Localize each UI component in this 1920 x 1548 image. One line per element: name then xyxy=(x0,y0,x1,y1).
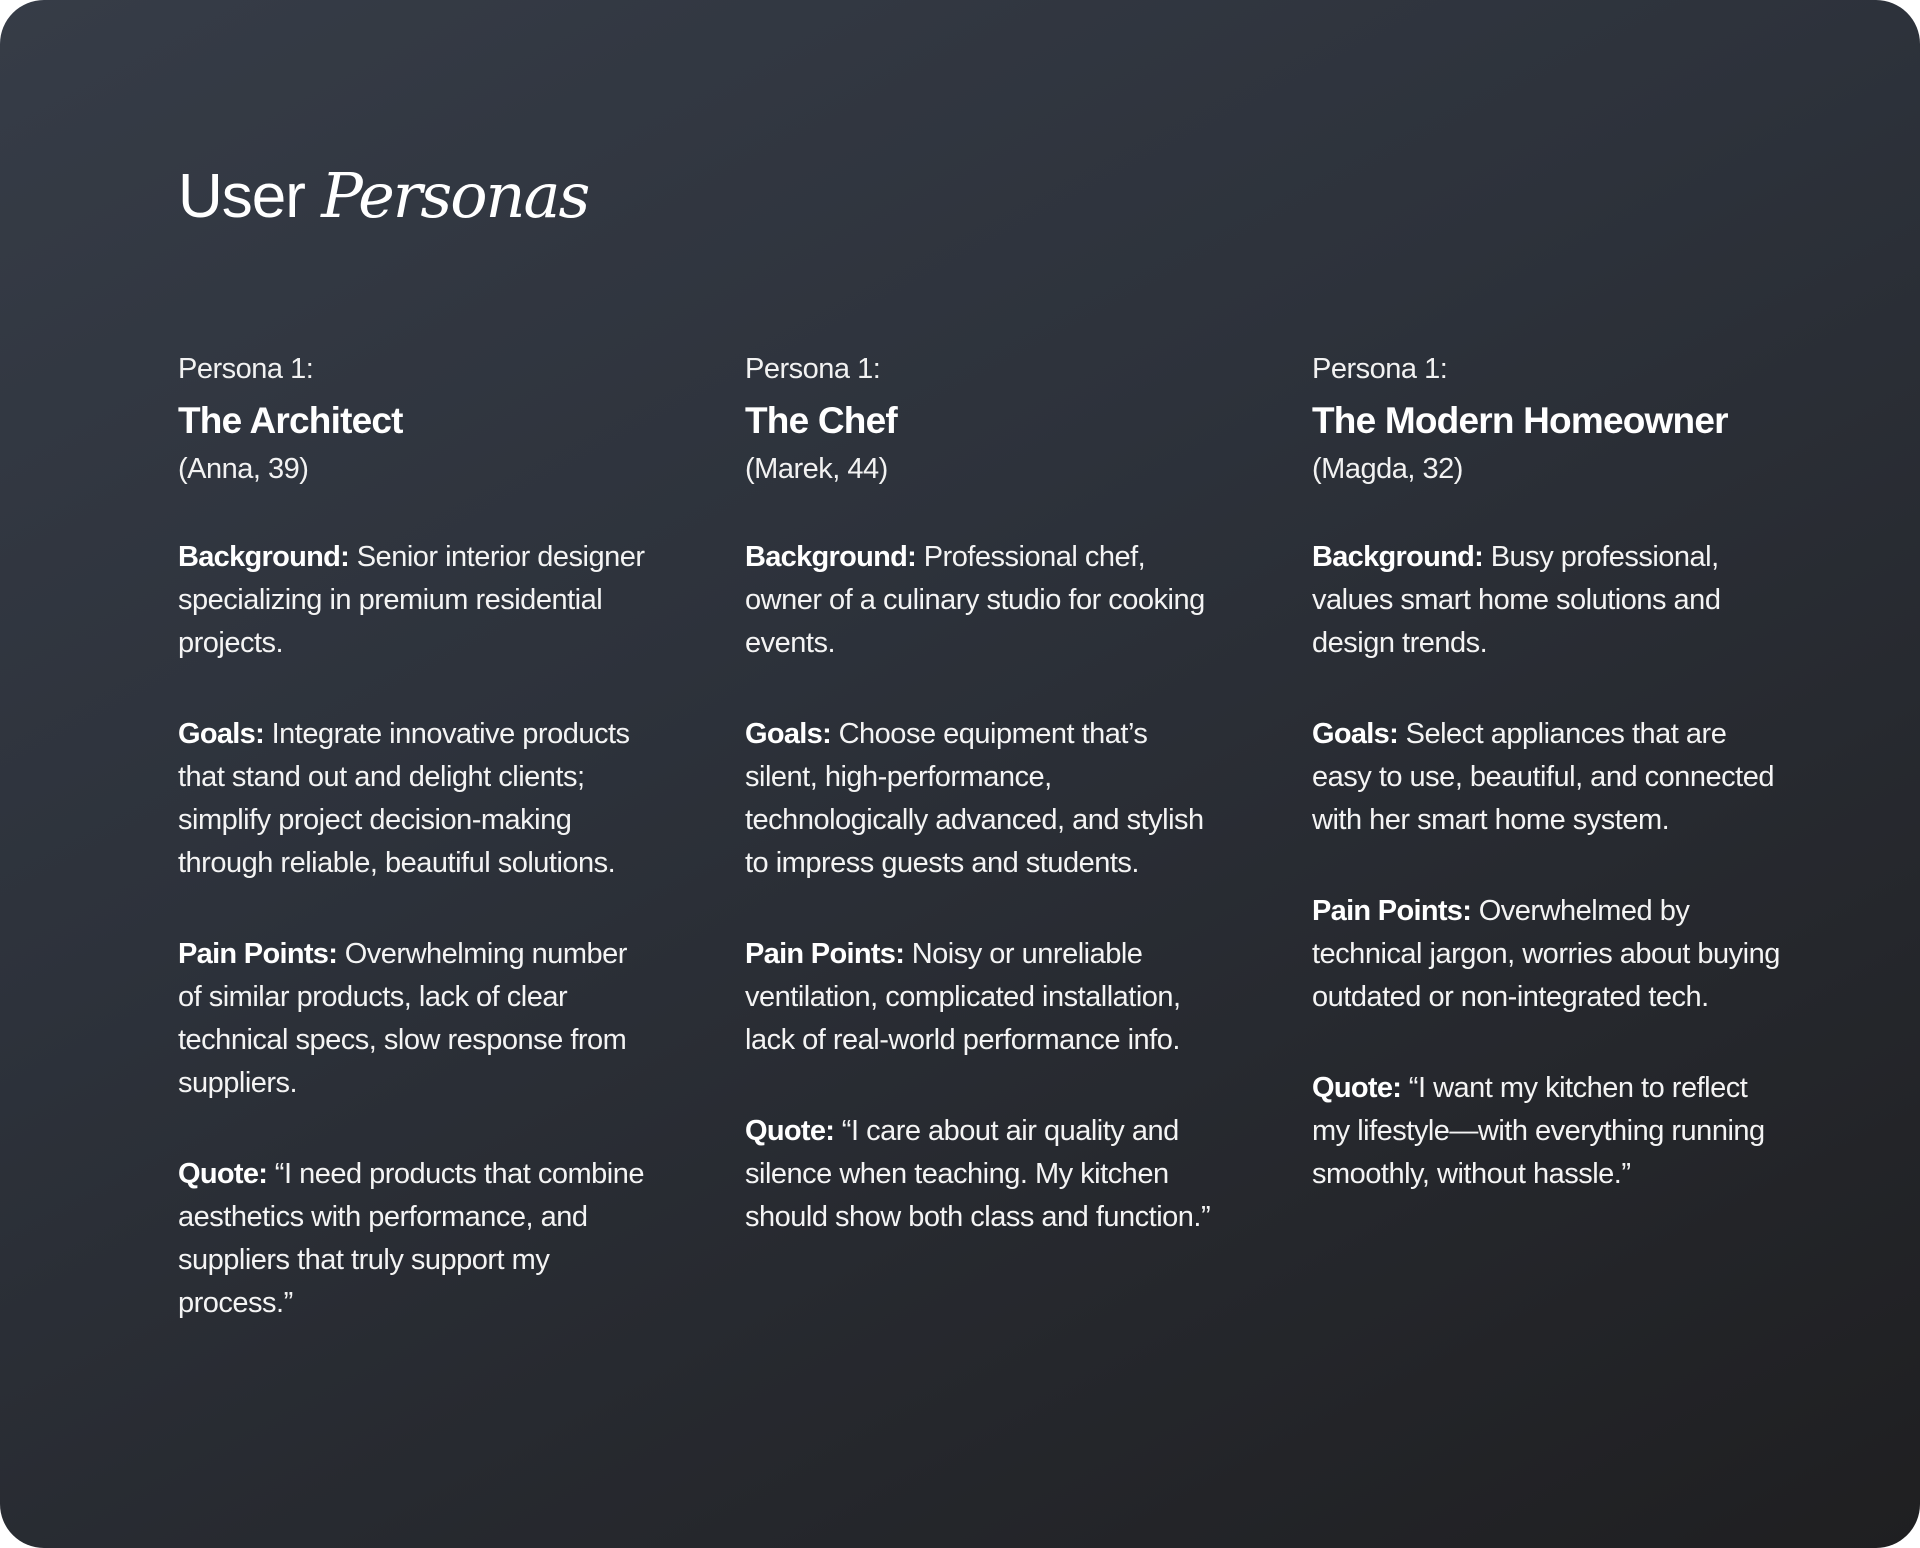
goals-key: Goals: xyxy=(1312,718,1399,750)
persona-pain-points xyxy=(178,933,648,1105)
persona-meta: (Anna, 39) xyxy=(178,453,309,485)
pain-points-text: Overwhelming number of similar products, lack of clear technical specs, slow response from suppliers. xyxy=(178,938,627,1099)
persona-pain-points xyxy=(745,933,1215,1062)
page-title-plain: User xyxy=(178,162,305,231)
pain-points-text: Overwhelmed by technical jargon, worries about buying outdated or non-integrated tech. xyxy=(1312,895,1780,1013)
persona-number-label: Persona 1: xyxy=(178,353,314,385)
persona-header xyxy=(178,348,648,488)
quote-text: “I care about air quality and silence when teaching. My kitchen should show both class and function.” xyxy=(745,1115,1211,1233)
persona-header xyxy=(1312,348,1782,488)
goals-text: Choose equipment that’s silent, high-performance, technologically advanced, and stylish to impress guests and students. xyxy=(745,718,1204,879)
persona-background xyxy=(1312,536,1782,665)
pain-points-key: Pain Points: xyxy=(1312,895,1472,927)
page-title-accent: Personas xyxy=(321,159,589,232)
goals-key: Goals: xyxy=(178,718,265,750)
quote-key: Quote: xyxy=(1312,1072,1402,1104)
background-key: Background: xyxy=(178,541,350,573)
pain-points-text: Noisy or unreliable ventilation, complicated installation, lack of real-world performance info. xyxy=(745,938,1181,1056)
persona-name: The Modern Homeowner xyxy=(1312,400,1728,441)
persona-meta: (Magda, 32) xyxy=(1312,453,1463,485)
background-key: Background: xyxy=(745,541,917,573)
persona-goals xyxy=(1312,713,1782,842)
persona-header xyxy=(745,348,1215,488)
persona-meta: (Marek, 44) xyxy=(745,453,888,485)
persona-goals xyxy=(178,713,648,885)
persona-quote xyxy=(1312,1067,1782,1196)
quote-key: Quote: xyxy=(178,1158,268,1190)
goals-key: Goals: xyxy=(745,718,832,750)
goals-text: Integrate innovative products that stand out and delight clients; simplify project decision-making through reliable, beautiful solutions. xyxy=(178,718,630,879)
quote-text: “I want my kitchen to reflect my lifestyle—with everything running smoothly, without hassle.” xyxy=(1312,1072,1765,1190)
persona-pain-points xyxy=(1312,890,1782,1019)
persona-background xyxy=(745,536,1215,665)
persona-card-modern-homeowner xyxy=(1312,348,1782,1196)
persona-name: The Architect xyxy=(178,400,403,441)
background-key: Background: xyxy=(1312,541,1484,573)
background-text: Busy professional, values smart home solutions and design trends. xyxy=(1312,541,1721,659)
persona-number-label: Persona 1: xyxy=(1312,353,1448,385)
persona-goals xyxy=(745,713,1215,885)
persona-number-label: Persona 1: xyxy=(745,353,881,385)
persona-card-architect xyxy=(178,348,648,1325)
background-text: Senior interior designer specializing in premium residential projects. xyxy=(178,541,645,659)
page-title xyxy=(178,160,588,232)
pain-points-key: Pain Points: xyxy=(745,938,905,970)
persona-name: The Chef xyxy=(745,400,897,441)
background-text: Professional chef, owner of a culinary studio for cooking events. xyxy=(745,541,1205,659)
persona-card-chef xyxy=(745,348,1215,1239)
persona-background xyxy=(178,536,648,665)
persona-quote xyxy=(178,1153,648,1325)
quote-text: “I need products that combine aesthetics with performance, and suppliers that truly support my process.” xyxy=(178,1158,644,1319)
quote-key: Quote: xyxy=(745,1115,835,1147)
persona-quote xyxy=(745,1110,1215,1239)
goals-text: Select appliances that are easy to use, beautiful, and connected with her smart home system. xyxy=(1312,718,1774,836)
pain-points-key: Pain Points: xyxy=(178,938,338,970)
